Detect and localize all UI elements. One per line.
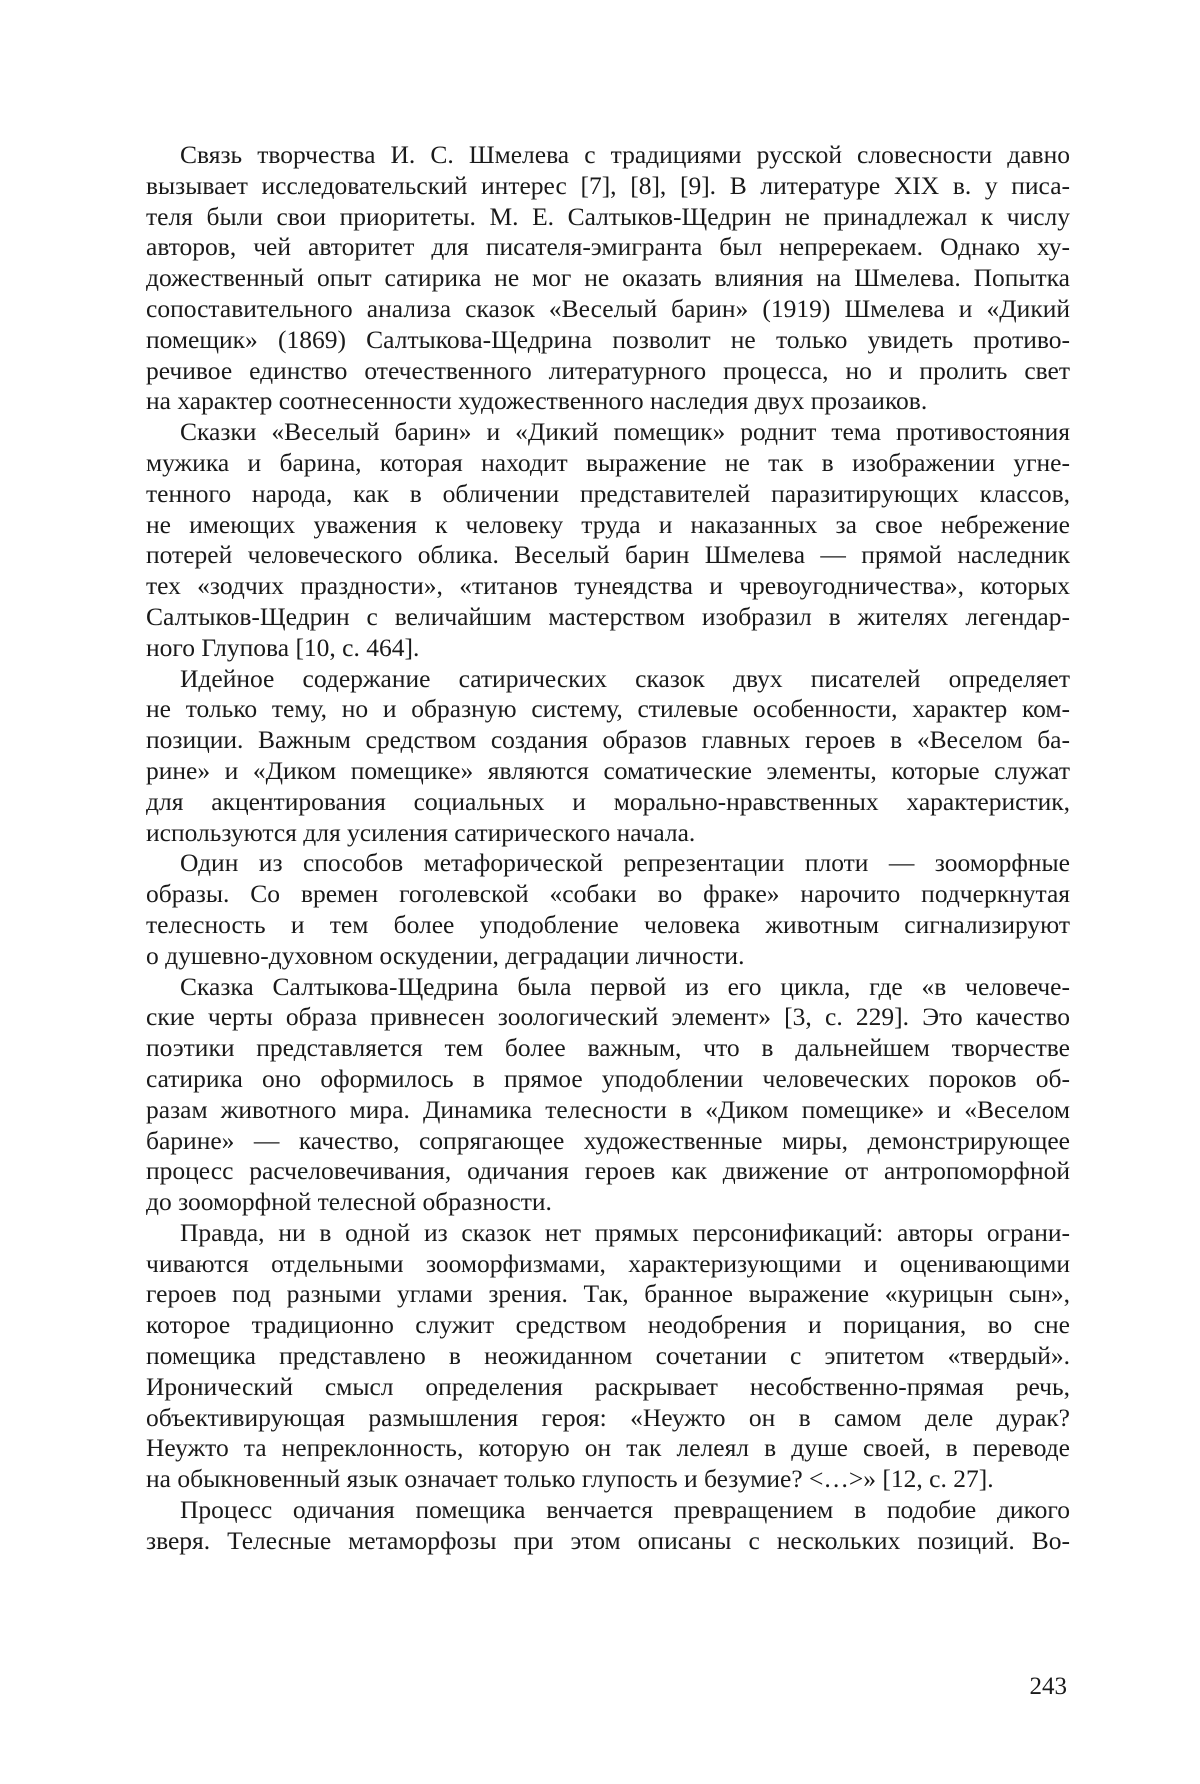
text-line: сатирика оно оформилось в прямое уподоблении человеческих пороков об- [146,1064,1070,1095]
text-line: мужика и барина, которая находит выражение не так в изображении угне- [146,448,1070,479]
text-line: Иронический смысл определения раскрывает несобственно-прямая речь, [146,1372,1070,1403]
text-line: Идейное содержание сатирических сказок двух писателей определяет [146,664,1070,695]
text-line: вызывает исследовательский интерес [7], [8], [9]. В литературе XIX в. у писа- [146,171,1070,202]
paragraph [146,1495,1070,1557]
text-line: телесность и тем более уподобление человека животным сигнализируют [146,910,1070,941]
text-line: используются для усиления сатирического начала. [146,818,1070,849]
text-line: зверя. Телесные метаморфозы при этом описаны с нескольких позиций. Во- [146,1526,1070,1557]
text-line: Неужто та непреклонность, которую он так лелеял в душе своей, в переводе [146,1433,1070,1464]
text-line: Сказка Салтыкова-Щедрина была первой из его цикла, где «в человече- [146,972,1070,1003]
text-line: ного Глупова [10, с. 464]. [146,633,1070,664]
paragraph [146,972,1070,1218]
text-line: тенного народа, как в обличении представителей паразитирующих классов, [146,479,1070,510]
text-line: помещика представлено в неожиданном сочетании с эпитетом «твердый». [146,1341,1070,1372]
page-number: 243 [1030,1672,1068,1702]
text-line: речивое единство отечественного литературного процесса, но и пролить свет [146,356,1070,387]
text-line: Салтыков-Щедрин с величайшим мастерством изобразил в жителях легендар- [146,602,1070,633]
text-line: рине» и «Диком помещике» являются соматические элементы, которые служат [146,756,1070,787]
text-line: барине» — качество, сопрягающее художественные миры, демонстрирующее [146,1126,1070,1157]
text-line: дожественный опыт сатирика не мог не оказать влияния на Шмелева. Попытка [146,263,1070,294]
text-line: на характер соотнесенности художественного наследия двух прозаиков. [146,386,1070,417]
text-line: Связь творчества И. С. Шмелева с традициями русской словесности давно [146,140,1070,171]
paragraph [146,664,1070,849]
body-text [146,140,1070,1557]
text-line: ские черты образа привнесен зоологический элемент» [3, с. 229]. Это качество [146,1002,1070,1033]
text-line: до зооморфной телесной образности. [146,1187,1070,1218]
text-line: Процесс одичания помещика венчается превращением в подобие дикого [146,1495,1070,1526]
text-line: потерей человеческого облика. Веселый барин Шмелева — прямой наследник [146,540,1070,571]
text-line: разам животного мира. Динамика телесности в «Диком помещике» и «Веселом [146,1095,1070,1126]
text-line: позиции. Важным средством создания образов главных героев в «Веселом ба- [146,725,1070,756]
paragraph [146,848,1070,971]
text-line: Сказки «Веселый барин» и «Дикий помещик» роднит тема противостояния [146,417,1070,448]
text-line: процесс расчеловечивания, одичания героев как движение от антропоморфной [146,1156,1070,1187]
text-line: авторов, чей авторитет для писателя-эмигранта был непререкаем. Однако ху- [146,232,1070,263]
text-line: которое традиционно служит средством неодобрения и порицания, во сне [146,1310,1070,1341]
text-line: образы. Со времен гоголевской «собаки во фраке» нарочито подчеркнутая [146,879,1070,910]
text-line: сопоставительного анализа сказок «Веселый барин» (1919) Шмелева и «Дикий [146,294,1070,325]
text-line: не имеющих уважения к человеку труда и наказанных за свое небрежение [146,510,1070,541]
text-line: не только тему, но и образную систему, стилевые особенности, характер ком- [146,694,1070,725]
text-line: тех «зодчих праздности», «титанов тунеядства и чревоугодничества», которых [146,571,1070,602]
paragraph [146,140,1070,417]
text-line: объективирующая размышления героя: «Неужто он в самом деле дурак? [146,1403,1070,1434]
paragraph [146,1218,1070,1495]
text-line: для акцентирования социальных и морально-нравственных характеристик, [146,787,1070,818]
text-line: помещик» (1869) Салтыкова-Щедрина позволит не только увидеть противо- [146,325,1070,356]
text-line: Один из способов метафорической репрезентации плоти — зооморфные [146,848,1070,879]
text-line: Правда, ни в одной из сказок нет прямых персонификаций: авторы ограни- [146,1218,1070,1249]
text-line: на обыкновенный язык означает только глупость и безумие? <…>» [12, с. 27]. [146,1464,1070,1495]
text-line: чиваются отдельными зооморфизмами, характеризующими и оценивающими [146,1249,1070,1280]
text-line: героев под разными углами зрения. Так, бранное выражение «курицын сын», [146,1279,1070,1310]
text-line: о душевно-духовном оскудении, деградации личности. [146,941,1070,972]
text-line: теля были свои приоритеты. М. Е. Салтыков-Щедрин не принадлежал к числу [146,202,1070,233]
document-page [0,0,1200,1784]
paragraph [146,417,1070,663]
text-line: поэтики представляется тем более важным, что в дальнейшем творчестве [146,1033,1070,1064]
